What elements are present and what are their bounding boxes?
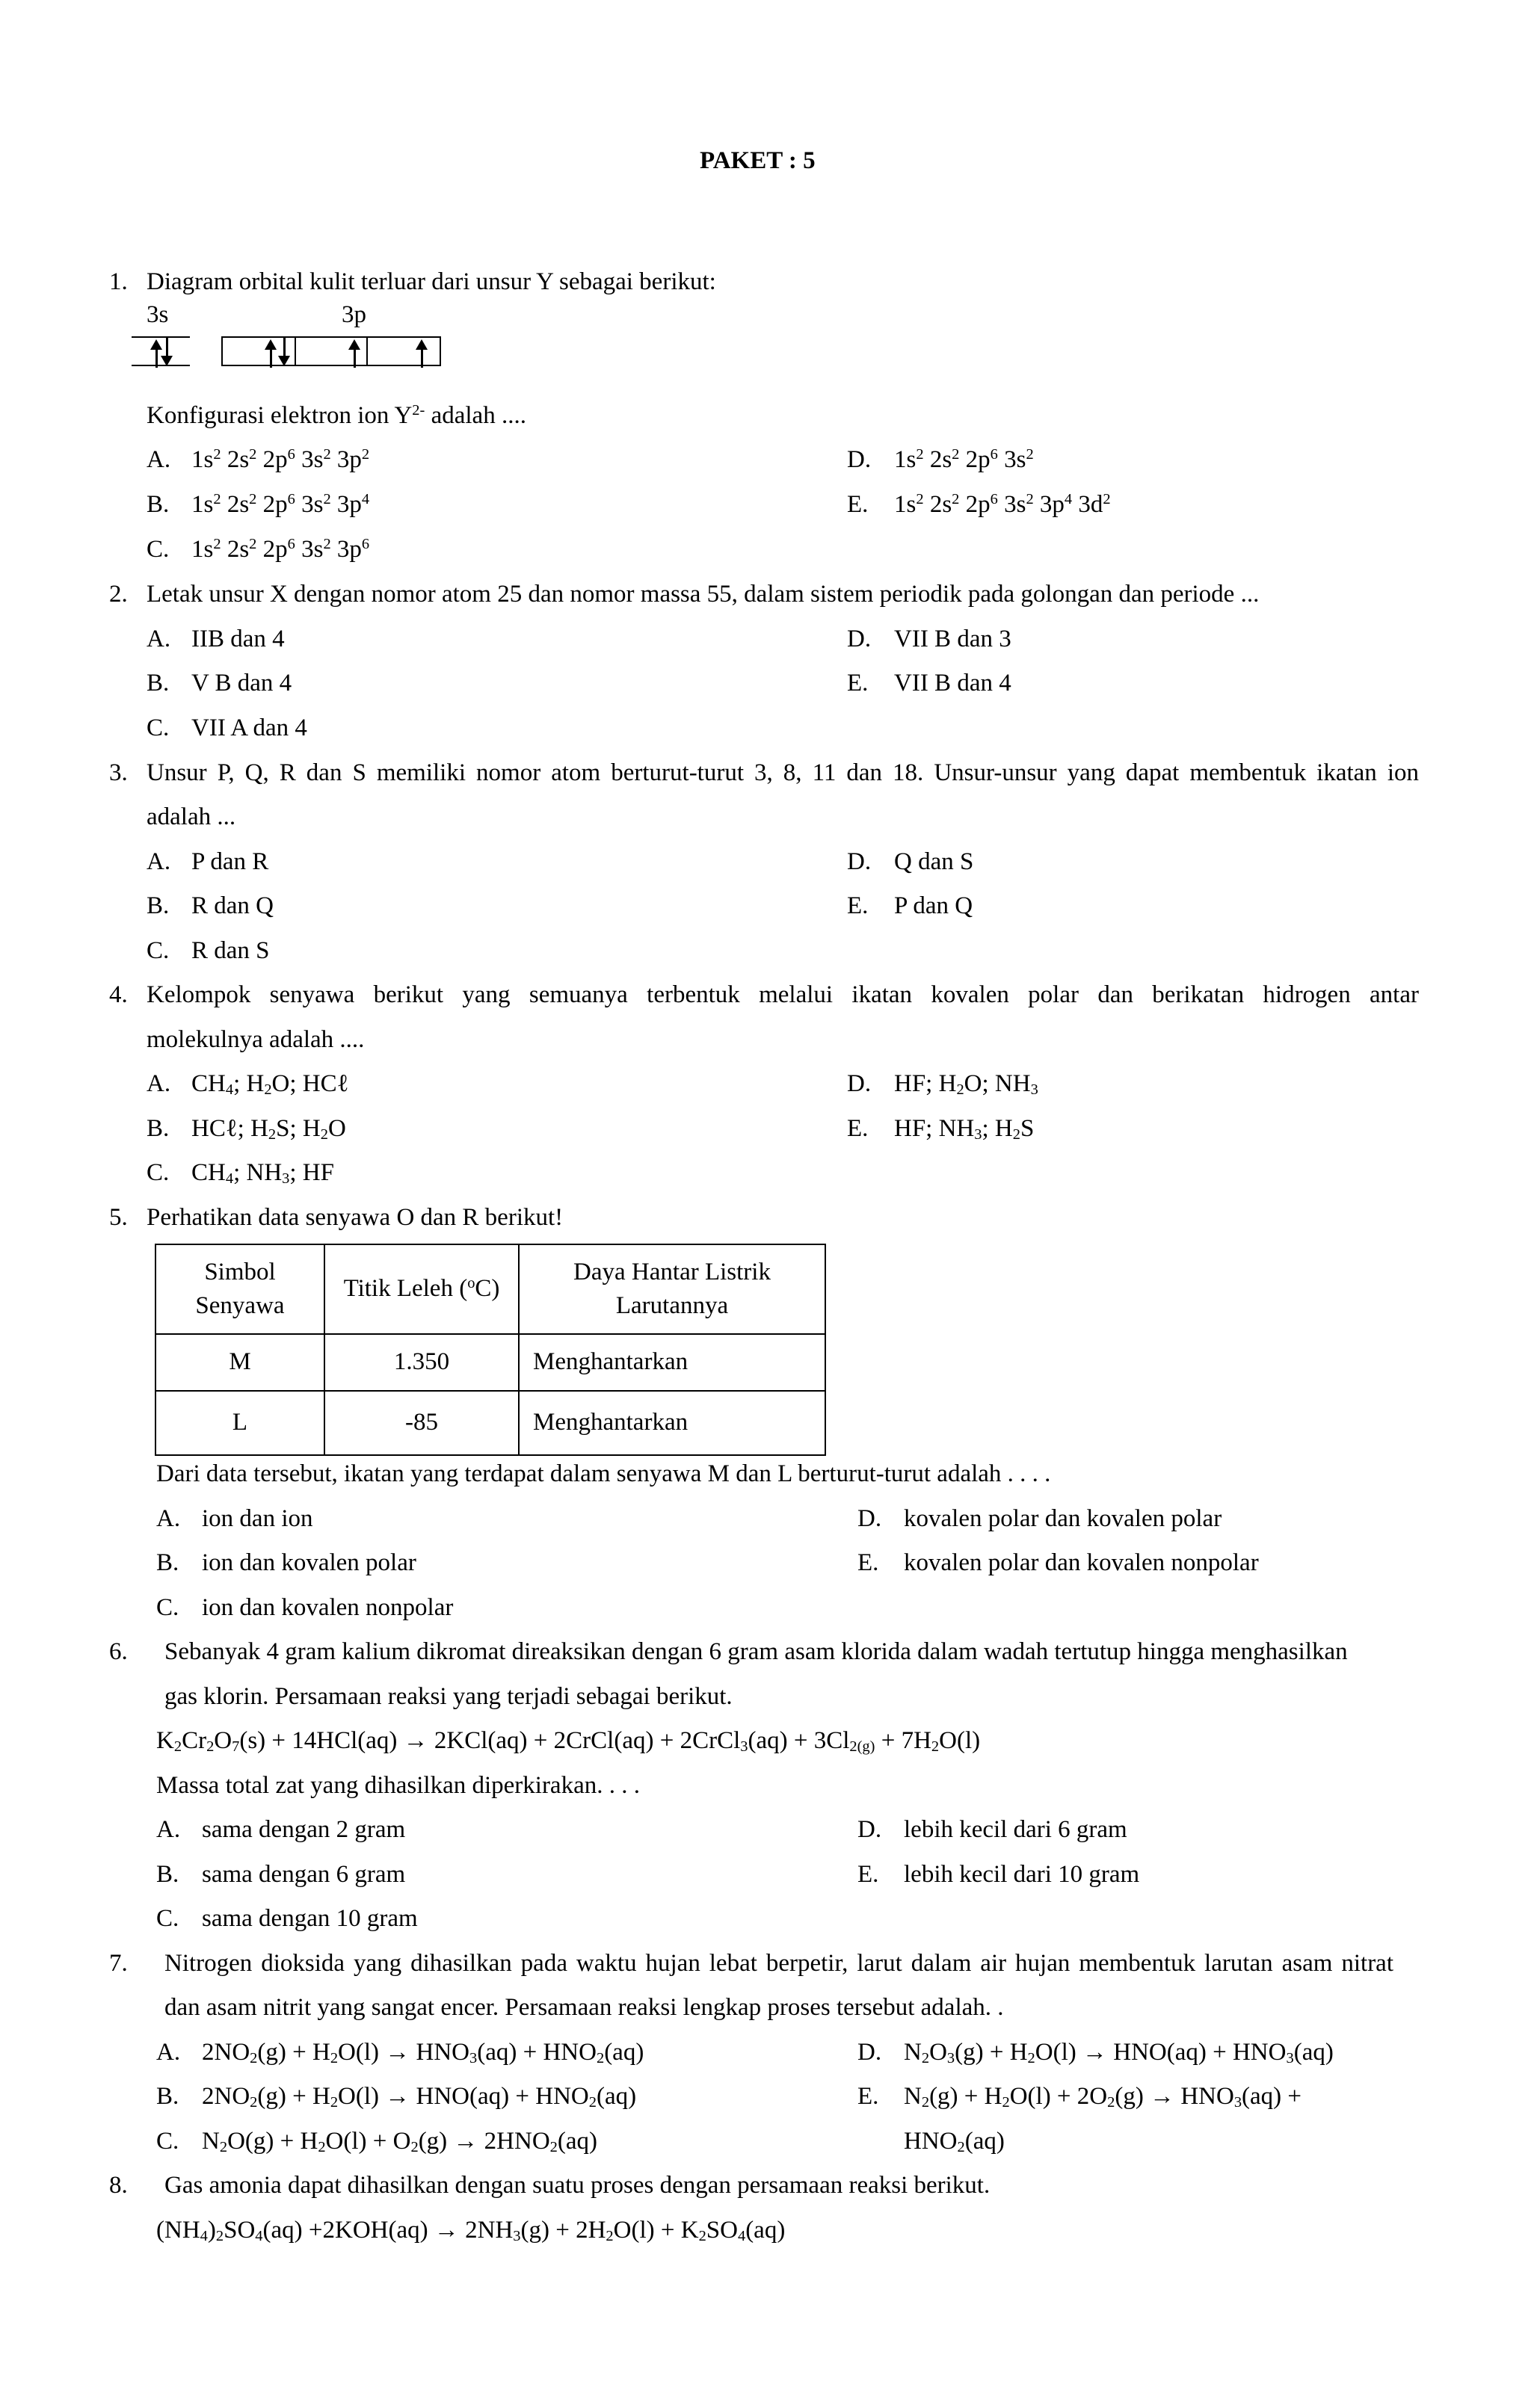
q1-option-e-letter: E.: [847, 491, 869, 518]
table-cell-melt: 1.350: [324, 1334, 519, 1391]
q6-option-d: lebih kecil dari 6 gram: [904, 1816, 1127, 1843]
orbital-label-3s: 3s: [147, 301, 169, 328]
q7-option-e-letter: E.: [857, 2083, 879, 2110]
q6-equation: $K_2Cr_2O_7(s) + 14HCl(aq) \to 2KCl(aq)$ + 2CrCl(aq) + 2CrCl$_3$(aq) + $3Cl_{2(g)} + 7H_2O(l)$: [156, 1727, 981, 1756]
q7-option-a: $2NO_2(g) + H_2O(l) \to HNO_3(aq) + HNO_2(aq)$: [202, 2039, 644, 2067]
table-header-melt: Titik Leleh ($^o$C): [324, 1244, 519, 1334]
q4-option-e: HF; $NH_3$; $H_2S$: [894, 1115, 1035, 1143]
q5-option-e: kovalen polar dan kovalen nonpolar: [904, 1549, 1259, 1576]
q1-option-a: $1s^2$ $2s^2$ $2p^6$ $3s^2$ $3p^2$: [191, 445, 370, 473]
q3-option-d: Q dan S: [894, 848, 974, 875]
q5-question: Dari data tersebut, ikatan yang terdapat dalam senyawa M dan L berturut-turut adalah . . . .: [156, 1460, 1051, 1487]
page-title: PAKET : 5: [700, 147, 816, 174]
q1-question-pre: Konfigurasi elektron ion Y: [147, 402, 413, 429]
q4-option-a-letter: A.: [147, 1070, 171, 1097]
q1-option-d: $1s^2$ $2s^2$ $2p^6$ $3s^2$: [894, 445, 1034, 473]
q6-option-e-letter: E.: [857, 1861, 879, 1888]
q7-option-e-continued: $HNO_2(aq)$: [904, 2128, 1005, 2156]
q2-option-d: VII B dan 3: [894, 626, 1011, 652]
q8-equation: $(NH_4)_2SO_4(aq) +2KOH(aq) \to 2NH_3(g) + 2H_2O(l) + K_2SO_4(aq)$: [156, 2217, 786, 2245]
q2-option-b-letter: B.: [147, 670, 170, 697]
q3-option-d-letter: D.: [847, 848, 872, 875]
q8-number: 8.: [109, 2172, 128, 2199]
q2-number: 2.: [109, 581, 128, 608]
q4-option-d: HF; $H_2O$; $NH_3$: [894, 1070, 1038, 1099]
q4-option-a: $CH_4$; $H_2O$; HCℓ: [191, 1070, 349, 1099]
orbital-label-3p: 3p: [342, 301, 366, 328]
q1-option-c-letter: C.: [147, 536, 170, 563]
q5-data-table: [155, 1244, 826, 1456]
q6-option-a: sama dengan 2 gram: [202, 1816, 406, 1843]
q5-option-e-letter: E.: [857, 1549, 879, 1576]
orbital-divider: [295, 338, 296, 365]
orbital-box-3p: [221, 336, 441, 366]
q3-stem-line2: adalah ...: [147, 803, 236, 830]
q6-option-c: sama dengan 10 gram: [202, 1905, 418, 1932]
q2-option-a: IIB dan 4: [191, 626, 285, 652]
q5-number: 5.: [109, 1204, 128, 1231]
q3-option-e: P dan Q: [894, 892, 973, 919]
q1-number: 1.: [109, 268, 128, 295]
q2-option-c-letter: C.: [147, 714, 170, 741]
orbital-divider: [366, 338, 368, 365]
table-header-row: [155, 1244, 825, 1334]
q6-stem-line2: gas klorin. Persamaan reaksi yang terjadi sebagai berikut.: [164, 1683, 733, 1710]
q1-stem: Diagram orbital kulit terluar dari unsur Y sebagai berikut:: [147, 268, 716, 295]
q7-stem-line1: Nitrogen dioksida yang dihasilkan pada waktu hujan lebat berpetir, larut dalam air hujan membentuk larutan asam nitrat: [164, 1950, 1393, 1977]
q3-option-a-letter: A.: [147, 848, 171, 875]
q2-stem: Letak unsur X dengan nomor atom 25 dan nomor massa 55, dalam sistem periodik pada golongan dan periode ...: [147, 581, 1260, 608]
q4-number: 4.: [109, 981, 128, 1008]
q1-question-charge: 2-: [412, 401, 425, 419]
q1-option-d-letter: D.: [847, 446, 872, 473]
q7-option-a-letter: A.: [156, 2039, 181, 2066]
q5-option-c-letter: C.: [156, 1594, 179, 1621]
q2-option-b: V B dan 4: [191, 670, 292, 697]
q6-option-d-letter: D.: [857, 1816, 882, 1843]
q5-option-b: ion dan kovalen polar: [202, 1549, 416, 1576]
q8-stem: Gas amonia dapat dihasilkan dengan suatu proses dengan persamaan reaksi berikut.: [164, 2172, 991, 2199]
table-cell-conductivity: Menghantarkan: [519, 1334, 825, 1391]
q2-option-a-letter: A.: [147, 626, 171, 652]
q4-option-c-letter: C.: [147, 1159, 170, 1186]
q6-option-c-letter: C.: [156, 1905, 179, 1932]
q6-option-b: sama dengan 6 gram: [202, 1861, 406, 1888]
header-cond-line2: Larutannya: [615, 1292, 729, 1319]
table-cell-symbol: M: [155, 1334, 324, 1391]
q6-stem-line1: Sebanyak 4 gram kalium dikromat direaksikan dengan 6 gram asam klorida dalam wadah tertutup hingga menghasilkan: [164, 1638, 1348, 1665]
q1-option-b: $1s^2$ $2s^2$ $2p^6$ $3s^2$ $3p^4$: [191, 490, 370, 518]
table-row: [155, 1391, 825, 1455]
q2-option-e-letter: E.: [847, 670, 869, 697]
q5-option-d: kovalen polar dan kovalen polar: [904, 1505, 1222, 1532]
q7-option-d: $N_2O_3(g) + H_2O(l) \to HNO(aq) + HNO_3(aq)$: [904, 2039, 1334, 2067]
q5-stem: Perhatikan data senyawa O dan R berikut!: [147, 1204, 564, 1231]
q4-option-b: HCℓ; $H_2S$; $H_2O$: [191, 1115, 346, 1143]
orbital-box-3s: [132, 336, 190, 366]
q6-number: 6.: [109, 1638, 128, 1665]
q6-option-a-letter: A.: [156, 1816, 181, 1843]
q7-option-e: $N_2(g) + H_2O(l) + 2O_2(g) \to HNO_3(aq)$ +: [904, 2083, 1302, 2111]
table-cell-symbol: L: [155, 1391, 324, 1455]
q4-option-e-letter: E.: [847, 1115, 869, 1142]
table-header-conductivity: [519, 1244, 825, 1334]
q1-option-b-letter: B.: [147, 491, 170, 518]
q2-option-c: VII A dan 4: [191, 714, 307, 741]
q7-stem-line2: dan asam nitrit yang sangat encer. Persamaan reaksi lengkap proses tersebut adalah. .: [164, 1994, 1004, 2021]
q4-option-d-letter: D.: [847, 1070, 872, 1097]
q6-question: Massa total zat yang dihasilkan diperkirakan. . . .: [156, 1772, 640, 1799]
q3-option-b: R dan Q: [191, 892, 274, 919]
q4-stem-line1: Kelompok senyawa berikut yang semuanya terbentuk melalui ikatan kovalen polar dan berikatan hidrogen antar: [147, 981, 1419, 1008]
header-symbol-line2: Senyawa: [195, 1292, 285, 1319]
q1-option-e: $1s^2$ $2s^2$ $2p^6$ $3s^2$ $3p^4$ $3d^2$: [894, 490, 1111, 518]
q5-option-b-letter: B.: [156, 1549, 179, 1576]
header-symbol-line1: Simbol: [204, 1259, 276, 1286]
q3-stem-line1: Unsur P, Q, R dan S memiliki nomor atom berturut-turut 3, 8, 11 dan 18. Unsur-unsur yang dapat membentuk ikatan ion: [147, 759, 1419, 786]
q3-option-c: R dan S: [191, 937, 270, 964]
q2-option-e: VII B dan 4: [894, 670, 1011, 697]
q5-option-a: ion dan ion: [202, 1505, 313, 1532]
q1-option-a-letter: A.: [147, 446, 171, 473]
q7-option-b-letter: B.: [156, 2083, 179, 2110]
table-header-symbol: [155, 1244, 324, 1334]
q1-option-c: $1s^2$ $2s^2$ $2p^6$ $3s^2$ $3p^6$: [191, 535, 370, 563]
q7-option-d-letter: D.: [857, 2039, 882, 2066]
q7-option-c-letter: C.: [156, 2128, 179, 2155]
q2-option-d-letter: D.: [847, 626, 872, 652]
q3-option-b-letter: B.: [147, 892, 170, 919]
q4-option-c: $CH_4$; $NH_3$; HF: [191, 1159, 334, 1188]
q5-option-a-letter: A.: [156, 1505, 181, 1532]
q3-option-e-letter: E.: [847, 892, 869, 919]
q1-question: [147, 401, 526, 431]
q7-option-b: $2NO_2(g) + H_2O(l) \to HNO(aq) + HNO_2(aq)$: [202, 2083, 637, 2111]
q5-option-c: ion dan kovalen nonpolar: [202, 1594, 454, 1621]
q6-option-e: lebih kecil dari 10 gram: [904, 1861, 1140, 1888]
q3-number: 3.: [109, 759, 128, 786]
q3-option-c-letter: C.: [147, 937, 170, 964]
q4-stem-line2: molekulnya adalah ....: [147, 1026, 365, 1053]
table-cell-conductivity: Menghantarkan: [519, 1391, 825, 1455]
q7-option-c: $N_2O(g) + H_2O(l) + O_2(g) \to 2HNO_2(aq)$: [202, 2128, 598, 2156]
table-row: [155, 1334, 825, 1391]
q6-option-b-letter: B.: [156, 1861, 179, 1888]
q3-option-a: P dan R: [191, 848, 269, 875]
table-cell-melt: -85: [324, 1391, 519, 1455]
q5-option-d-letter: D.: [857, 1505, 882, 1532]
header-cond-line1: Daya Hantar Listrik: [573, 1259, 771, 1286]
q4-option-b-letter: B.: [147, 1115, 170, 1142]
q1-question-post: adalah ....: [425, 402, 526, 429]
q7-number: 7.: [109, 1950, 128, 1977]
